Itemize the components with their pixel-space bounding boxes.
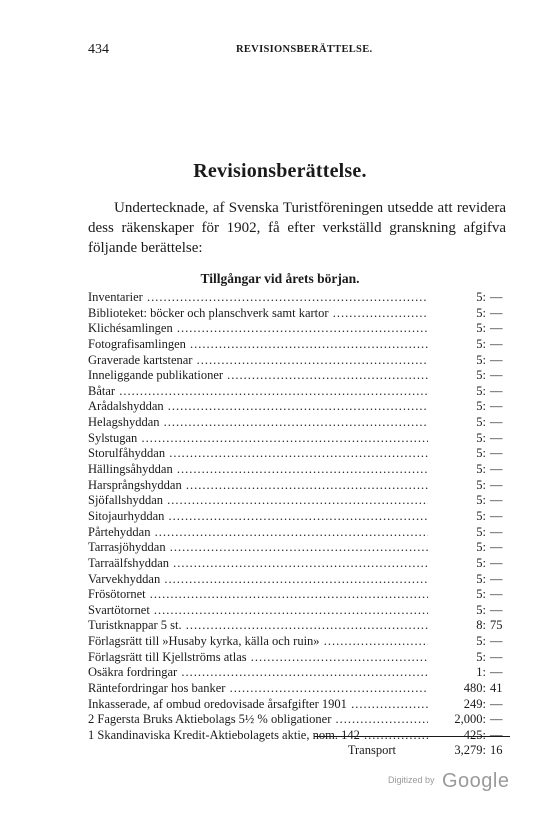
ledger-item-label: Båtar ..... [88,384,428,400]
page-header [88,42,472,62]
ledger-row [88,446,508,462]
ledger-item-amount: 5: [476,524,486,539]
ledger-row [88,665,508,681]
ledger-item-label: Harsprångshyddan ..... [88,478,428,494]
ledger-item-label: Helagshyddan ..... [88,415,428,431]
ledger-item-amount: 5: [476,305,486,320]
ledger-item-amount: 5: [476,555,486,570]
ledger-item-label: Varvekhyddan ..... [88,572,428,588]
google-logo: Google [441,770,510,792]
ledger-item-amount: 5: [476,477,486,492]
ledger-row [88,603,508,619]
ledger-item-ore: — [490,336,503,351]
ledger-item-ore: — [490,524,503,539]
ledger-item-ore: — [490,321,503,336]
ledger-item-amount: 5: [476,571,486,586]
ledger-item-ore: — [490,352,503,367]
ledger-item-ore: — [490,508,503,523]
ledger-item-label: Räntefordringar hos banker ..... [88,681,428,697]
ledger-item-label: Arådalshyddan ..... [88,399,428,415]
ledger-item-label: Tarraälfshyddan ..... [88,556,428,572]
ledger-item-ore: — [490,462,503,477]
ledger-item-label: 1 Skandinaviska Kredit-Aktiebolagets aktie, nom. 142 ..... [88,728,428,744]
ledger-item-label: Storulfåhyddan ..... [88,446,428,462]
ledger-item-amount: 480: [463,681,486,696]
ledger-row [88,556,508,572]
ledger-row [88,525,508,541]
ledger-item-amount: 1: [476,665,486,680]
ledger-item-amount: 5: [476,602,486,617]
ledger-item-amount: 8: [476,618,486,633]
sum-rule [314,736,510,737]
ledger-item-label: Turistknappar 5 st. ..... [88,618,428,634]
ledger-item-amount: 5: [476,383,486,398]
ledger-item-amount: 5: [476,336,486,351]
ledger-row [88,681,508,697]
ledger-item-amount: 5: [476,399,486,414]
ledger-row [88,306,508,322]
ledger-item-ore: — [490,602,503,617]
transport-amount: 3,279: [454,743,486,757]
ledger-item-amount: 5: [476,462,486,477]
ledger-item-ore: — [490,493,503,508]
ledger-item-amount: 5: [476,649,486,664]
ledger-item-ore: — [490,290,503,304]
digitized-watermark [388,770,509,793]
ledger-item-ore: — [490,587,503,602]
transport-label: Transport [347,743,396,757]
ledger-item-amount: 5: [476,493,486,508]
ledger-item-label: Hällingsåhyddan ..... [88,462,428,478]
transport-row [88,743,508,759]
document-title: Revisionsberättelse. [193,160,367,182]
ledger-item-amount: 5: [476,540,486,555]
ledger-item-label: Tarrasjöhyddan ..... [88,540,428,556]
ledger-row [88,321,508,337]
ledger-item-amount: 2,000: [454,712,486,727]
ledger-item-ore: 75 [490,618,503,633]
ledger-item-amount: 249: [463,696,486,711]
watermark-prefix: Digitized by [388,775,435,785]
ledger-item-amount: 5: [476,446,486,461]
transport-ore: 16 [490,743,503,757]
ledger-item-amount: 5: [476,587,486,602]
ledger-item-ore: — [490,696,503,711]
ledger-row [88,540,508,556]
ledger-item-amount: 5: [476,508,486,523]
ledger-row [88,431,508,447]
ledger-item-ore: — [490,649,503,664]
ledger-item-label: Förlagsrätt till »Husaby kyrka, källa och ruin» ..... [88,634,428,650]
ledger-row [88,353,508,369]
ledger-item-label: Sitojaurhyddan ..... [88,509,428,525]
ledger-item-ore: — [490,712,503,727]
ledger-item-label: Svartötornet ..... [88,603,428,619]
ledger-item-label: Förlagsrätt till Kjellströms atlas ..... [88,650,428,666]
ledger-item-label: Graverade kartstenar ..... [88,353,428,369]
ledger-item-label: Sylstugan ..... [88,431,428,447]
intro-paragraph: Undertecknade, af Svenska Turistföreningen utsedde att revidera dess räkenskaper för 1902, få efter verkställd granskning afgifva följande berättelse: [88,200,506,256]
ledger-row [88,290,508,306]
ledger-row [88,462,508,478]
ledger-row [88,697,508,713]
ledger-item-ore: 41 [490,681,503,696]
ledger-row [88,368,508,384]
ledger-item-label: Sjöfallshyddan ..... [88,493,428,509]
ledger-item-amount: 425: [463,727,486,742]
ledger-item-amount: 5: [476,368,486,383]
ledger-row [88,618,508,634]
ledger-item-amount: 5: [476,321,486,336]
ledger-item-amount: 5: [476,352,486,367]
ledger-item-label: 2 Fagersta Bruks Aktiebolags 5½ % obligationer ..... [88,712,428,728]
running-title: REVISIONSBERÄTTELSE. [236,44,373,55]
ledger-item-label: Inventarier ..... [88,290,428,306]
ledger-item-ore: — [490,477,503,492]
ledger-item-ore: — [490,368,503,383]
ledger-item-ore: — [490,446,503,461]
ledger-item-label: Inkasserade, af ombud oredovisade årsafgifter 1901 ..... [88,697,428,713]
ledger-item-ore: — [490,555,503,570]
ledger-item-amount: 5: [476,430,486,445]
ledger-row [88,572,508,588]
ledger-item-ore: — [490,415,503,430]
ledger-item-ore: — [490,399,503,414]
ledger-row [88,650,508,666]
ledger-row [88,509,508,525]
ledger-item-ore: — [490,571,503,586]
ledger-item-label: Frösötornet ..... [88,587,428,603]
ledger-item-ore: — [490,305,503,320]
ledger-item-ore: — [490,430,503,445]
assets-ledger [88,290,508,744]
ledger-row [88,384,508,400]
ledger-item-ore: — [490,665,503,680]
ledger-row [88,415,508,431]
ledger-item-label: Fotografisamlingen ..... [88,337,428,353]
page-number: 434 [88,42,109,57]
ledger-item-ore: — [490,634,503,649]
section-heading: Tillgångar vid årets början. [200,271,360,286]
ledger-item-amount: 5: [476,290,486,304]
ledger-item-label: Osäkra fordringar ..... [88,665,428,681]
ledger-row [88,399,508,415]
ledger-item-ore: — [490,383,503,398]
ledger-item-amount: 5: [476,634,486,649]
ledger-row [88,634,508,650]
ledger-item-ore: — [490,540,503,555]
ledger-item-label: Biblioteket: böcker och planschverk samt kartor ..... [88,306,428,322]
ledger-row [88,337,508,353]
ledger-item-label: Klichésamlingen ..... [88,321,428,337]
ledger-item-label: Inneliggande publikationer ..... [88,368,428,384]
ledger-item-label: Pårtehyddan ..... [88,525,428,541]
ledger-item-ore: — [490,727,503,742]
ledger-row [88,478,508,494]
ledger-item-amount: 5: [476,415,486,430]
ledger-row [88,587,508,603]
ledger-row [88,712,508,728]
ledger-row [88,493,508,509]
